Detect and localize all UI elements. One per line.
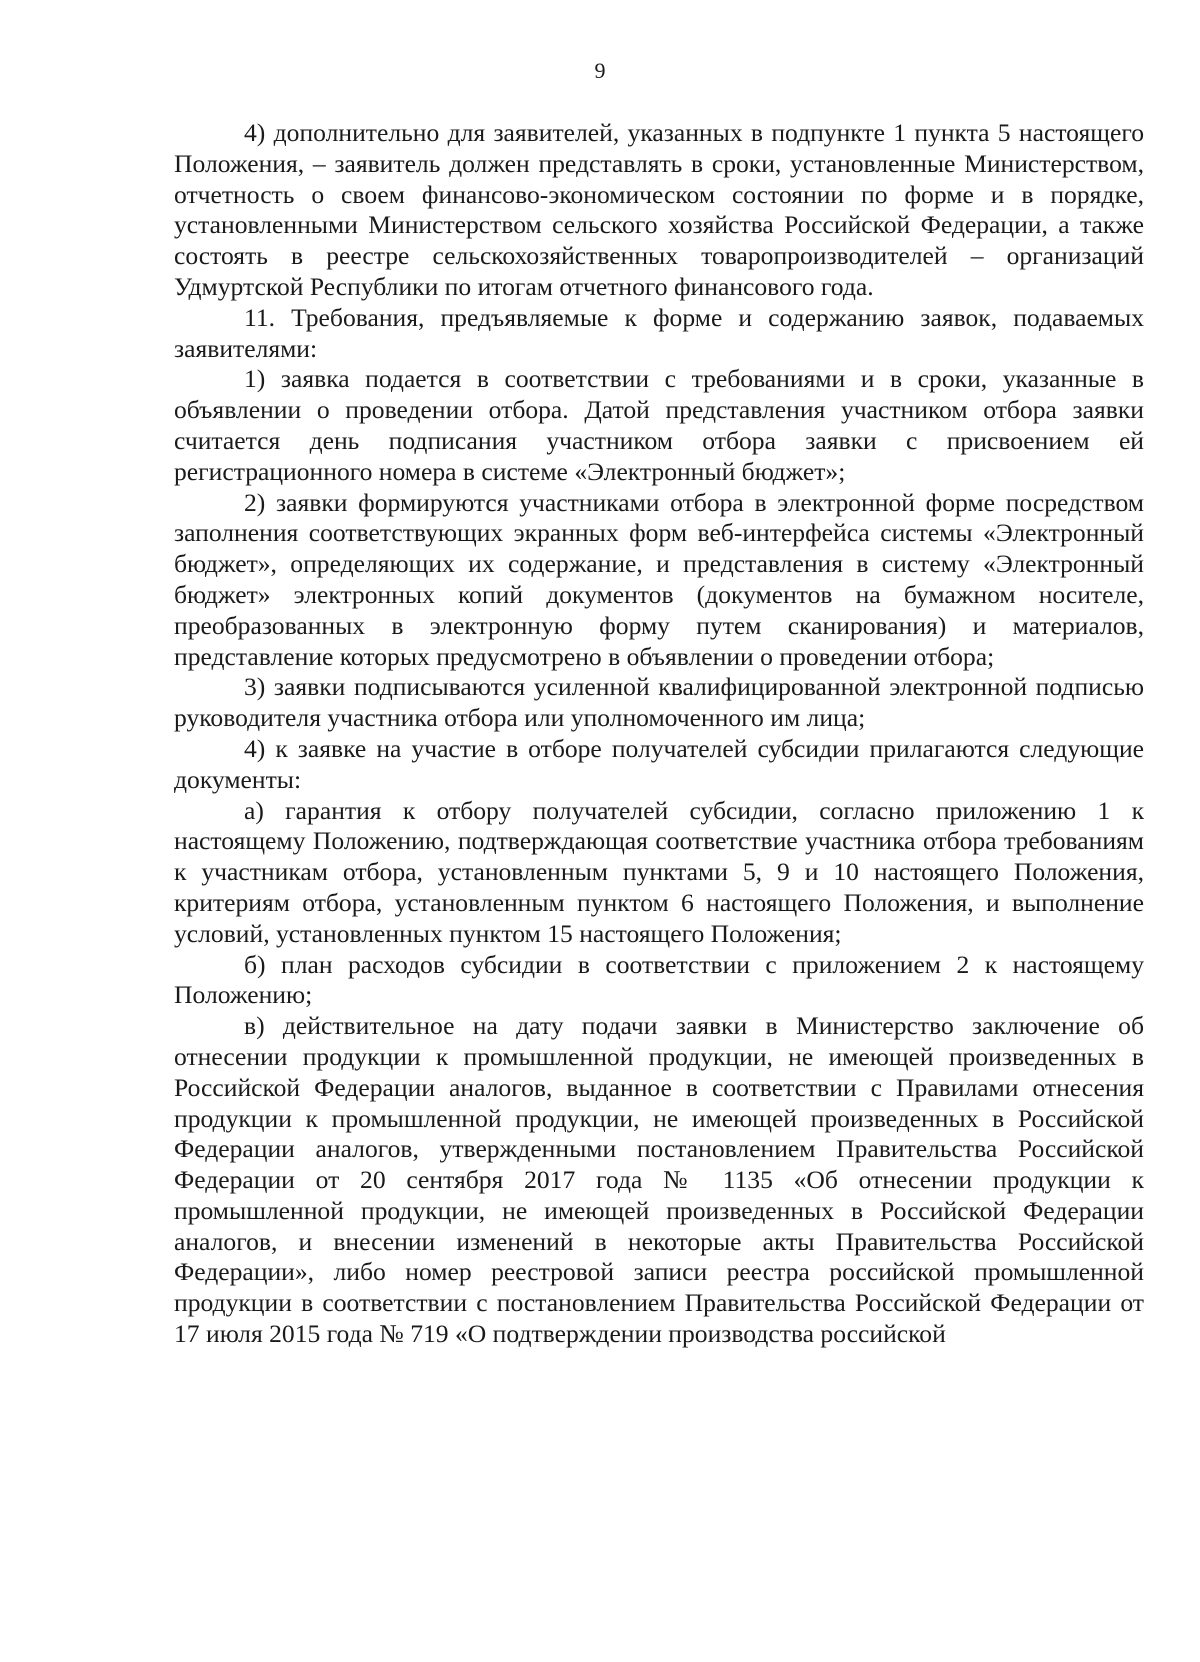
document-body <box>174 118 1144 1350</box>
page-number: 9 <box>594 58 606 83</box>
paragraph-4-attached-documents: 4) к заявке на участие в отборе получателей субсидии прилагаются следующие документы: <box>174 733 1144 794</box>
paragraph-4-additional-requirements: 4) дополнительно для заявителей, указанных в подпункте 1 пункта 5 настоящего Положения, – заявитель должен представлять в сроки, установленные Министерством, отчетность о своем финансово-экономическом состоянии по форме и в порядке, установленными Министерством сельского хозяйства Российской Федерации, а также состоять в реестре сельскохозяйственных товаропроизводителей – организаций Удмуртской Республики по итогам отчетного финансового года. <box>174 118 1144 301</box>
paragraph-b-expense-plan: б) план расходов субсидии в соответствии с приложением 2 к настоящему Положению; <box>174 949 1144 1010</box>
paragraph-11-application-requirements: 11. Требования, предъявляемые к форме и содержанию заявок, подаваемых заявителями: <box>174 302 1144 363</box>
paragraph-1-submission: 1) заявка подается в соответствии с требованиями и в сроки, указанные в объявлении о проведении отбора. Датой представления участником отбора заявки считается день подписания участником отбора заявки с присвоением ей регистрационного номера в системе «Электронный бюджет»; <box>174 364 1144 486</box>
paragraph-3-signature: 3) заявки подписываются усиленной квалифицированной электронной подписью руководителя участника отбора или уполномоченного им лица; <box>174 672 1144 733</box>
paragraph-v-conclusion: в) действительное на дату подачи заявки в Министерство заключение об отнесении продукции к промышленной продукции, не имеющей произведенных в Российской Федерации аналогов, выданное в соответствии с Правилами отнесения продукции к промышленной продукции, не имеющей произведенных в Российской Федерации аналогов, утвержденными постановлением Правительства Российской Федерации от 20 сентября 2017 года № 1135 «Об отнесении продукции к промышленной продукции, не имеющей произведенных в Российской Федерации аналогов, и внесении изменений в некоторые акты Правительства Российской Федерации», либо номер реестровой записи реестра российской промышленной продукции в соответствии с постановлением Правительства Российской Федерации от 17 июля 2015 года № 719 «О подтверждении производства российской <box>174 1011 1144 1349</box>
paragraph-a-guarantee: а) гарантия к отбору получателей субсидии, согласно приложению 1 к настоящему Положению, подтверждающая соответствие участника отбора требованиям к участникам отбора, установленным пунктами 5, 9 и 10 настоящего Положения, критериям отбора, установленным пунктом 6 настоящего Положения, и выполнение условий, установленных пунктом 15 настоящего Положения; <box>174 795 1144 948</box>
paragraph-2-electronic-form: 2) заявки формируются участниками отбора в электронной форме посредством заполнения соответствующих экранных форм веб-интерфейса системы «Электронный бюджет», определяющих их содержание, и представления в систему «Электронный бюджет» электронных копий документов (документов на бумажном носителе, преобразованных в электронную форму путем сканирования) и материалов, представление которых предусмотрено в объявлении о проведении отбора; <box>174 487 1144 671</box>
